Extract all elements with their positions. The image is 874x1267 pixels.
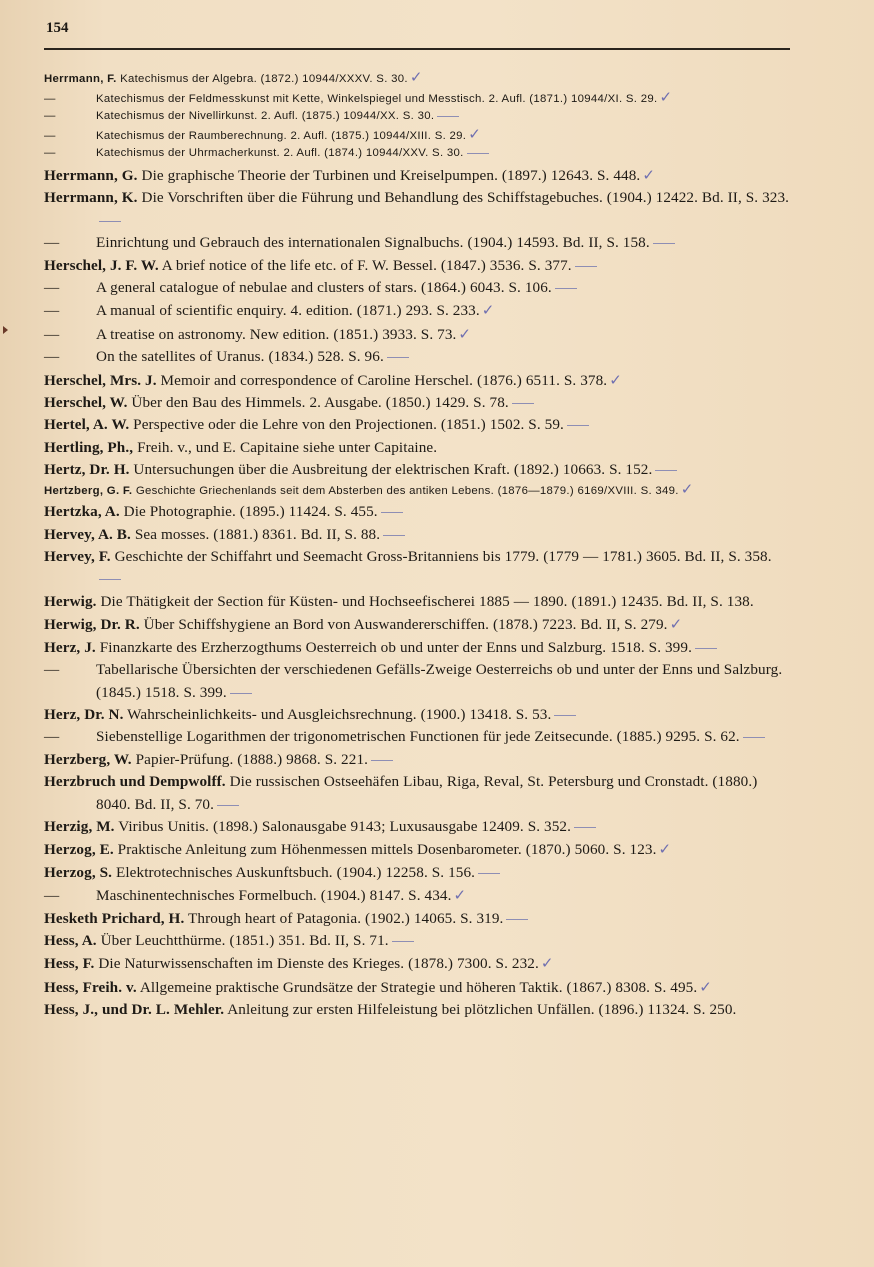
dash-mark-icon (743, 737, 765, 738)
dash-mark-icon (695, 648, 717, 649)
checkmark-icon: ✓ (642, 165, 655, 184)
catalog-entry (44, 884, 794, 907)
entry-text: Maschinentechnisches Formelbuch. (1904.) 8147. S. 434. (96, 887, 452, 905)
entry-author: Hess, A. (44, 931, 97, 949)
ditto-dash: — (44, 147, 56, 160)
entry-text: Über den Bau des Himmels. 2. Ausgabe. (1850.) 1429. S. 78. (131, 394, 509, 412)
catalog-entry (44, 838, 794, 861)
entry-text: Praktische Anleitung zum Höhenmessen mittels Dosenbarometer. (1870.) 5060. S. 123. (117, 841, 657, 859)
catalog-entry (44, 124, 794, 145)
dash-mark-icon (217, 805, 239, 806)
dash-mark-icon (574, 827, 596, 828)
entry-text: Katechismus der Nivellirkunst. 2. Aufl. (1875.) 10944/XX. S. 30. (96, 110, 435, 123)
dash-mark-icon (467, 153, 489, 154)
catalog-entry (44, 613, 794, 636)
entry-author: Herzog, S. (44, 863, 113, 881)
entry-author: Herwig. (44, 592, 97, 610)
entry-text: Untersuchungen über die Ausbreitung der elektrischen Kraft. (1892.) 10663. S. 152. (133, 461, 653, 479)
entry-author: Hess, J., und Dr. L. Mehler. (44, 1001, 225, 1019)
entry-text: Finanzkarte des Erzherzogthums Oesterreich ob und unter der Enns und Salzburg. 1518. S. 399. (99, 638, 692, 656)
ditto-dash: — (44, 887, 60, 905)
checkmark-icon: ✓ (680, 479, 694, 498)
ditto-dash: — (44, 129, 56, 142)
entry-author: Hesketh Prichard, H. (44, 909, 185, 927)
entry-author: Herwig, Dr. R. (44, 616, 140, 634)
catalog-entry (44, 976, 794, 999)
entry-author: Hess, Freih. v. (44, 978, 137, 996)
catalog-entry (44, 255, 794, 277)
catalog-entry (44, 591, 794, 613)
catalog-entry (44, 908, 794, 930)
entry-text: Über Schiffshygiene an Bord von Auswandererschiffen. (1878.) 7223. Bd. II, S. 279. (143, 616, 668, 634)
checkmark-icon: ✓ (453, 886, 467, 905)
dash-mark-icon (506, 919, 528, 920)
entry-author: Herrmann, G. (44, 166, 138, 184)
entry-text: Katechismus der Raumberechnung. 2. Aufl. (1875.) 10944/XIII. S. 29. (96, 129, 467, 142)
entry-author: Herschel, J. F. W. (44, 256, 159, 274)
entry-text: Sea mosses. (1881.) 8361. Bd. II, S. 88. (134, 525, 381, 543)
entry-text: Katechismus der Uhrmacherkunst. 2. Aufl. (1874.) 10944/XXV. S. 30. (96, 147, 464, 160)
entry-text: Elektrotechnisches Auskunftsbuch. (1904.) 12258. S. 156. (115, 863, 476, 881)
entry-text: Memoir and correspondence of Caroline Herschel. (1876.) 6511. S. 378. (160, 371, 608, 389)
catalog-entry (44, 704, 794, 726)
ditto-dash: — (44, 234, 60, 252)
dash-mark-icon (567, 425, 589, 426)
catalog-entry (44, 479, 794, 500)
catalog-entry (44, 146, 794, 162)
entry-text: Katechismus der Algebra. (1872.) 10944/XXXV. S. 30. (120, 73, 408, 85)
catalog-entry (44, 299, 794, 322)
dash-mark-icon (555, 288, 577, 289)
ditto-dash: — (44, 728, 60, 746)
entry-author: Herzbruch und Dempwolff. (44, 773, 226, 791)
catalog-entry (44, 816, 794, 838)
catalog-entry (44, 414, 794, 436)
entry-author: Herzberg, W. (44, 750, 132, 768)
entry-author: Hess, F. (44, 955, 95, 973)
checkmark-icon: ✓ (609, 370, 622, 389)
entry-text: Freih. v., und E. Capitaine siehe unter Capitaine. (137, 438, 438, 456)
dash-mark-icon (575, 266, 597, 267)
ditto-dash: — (44, 325, 60, 343)
entry-text: On the satellites of Uranus. (1834.) 528. S. 96. (96, 348, 384, 366)
checkmark-icon: ✓ (468, 124, 482, 143)
catalog-entry (44, 501, 794, 523)
entry-author: Herzig, M. (44, 817, 115, 835)
entry-author: Herz, Dr. N. (44, 705, 124, 723)
entry-author: Herzog, E. (44, 841, 114, 859)
catalog-entry (44, 369, 794, 392)
entry-author: Hervey, F. (44, 548, 111, 566)
catalog-entry (44, 437, 794, 459)
entry-author: Hertz, Dr. H. (44, 461, 130, 479)
catalog-entry (44, 164, 794, 187)
catalog-entry (44, 323, 794, 346)
catalog-entry (44, 232, 794, 254)
entry-text: Wahrscheinlichkeits- und Ausgleichsrechnung. (1900.) 13418. S. 53. (127, 705, 552, 723)
entry-author: Herschel, W. (44, 394, 128, 412)
dash-mark-icon (99, 221, 121, 222)
catalog-entry (44, 749, 794, 771)
catalog-entry (44, 771, 794, 816)
catalog-entry (44, 659, 794, 704)
entry-text: Die Vorschriften über die Führung und Behandlung des Schiffstagebuches. (1904.) 12422. Bd. II, S. 323. (141, 189, 790, 207)
ditto-dash: — (44, 279, 60, 296)
catalog-entry (44, 109, 794, 125)
dash-mark-icon (371, 760, 393, 761)
entry-text: Through heart of Patagonia. (1902.) 14065. S. 319. (188, 909, 504, 927)
entry-text: A general catalogue of nebulae and clusters of stars. (1864.) 6043. S. 106. (96, 279, 552, 296)
entry-author: Herz, J. (44, 638, 96, 656)
entry-author: Herrmann, F. (44, 73, 117, 85)
dash-mark-icon (437, 116, 459, 117)
header-rule (44, 48, 790, 50)
entry-text: Tabellarische Übersichten der verschiedenen Gefälls-Zweige Oesterreichs ob und unter der Enns und Salzburg. (1845.) 1518. S. 399. (96, 661, 783, 701)
checkmark-icon: ✓ (540, 954, 554, 973)
entry-text: Einrichtung und Gebrauch des internationalen Signalbuchs. (1904.) 14593. Bd. II, S. 158. (96, 234, 650, 252)
checkmark-icon: ✓ (658, 840, 672, 859)
entry-text: Papier-Prüfung. (1888.) 9868. S. 221. (135, 750, 369, 768)
catalog-entry (44, 392, 794, 414)
catalog-entry (44, 70, 794, 88)
dash-mark-icon (655, 470, 677, 471)
checkmark-icon: ✓ (409, 68, 423, 86)
dash-mark-icon (512, 403, 534, 404)
entry-text: Die russischen Ostseehäfen Libau, Riga, Reval, St. Petersburg und Cronstadt. (1880.) 8040. Bd. II, S. 70. (96, 773, 758, 813)
ditto-dash: — (44, 110, 56, 123)
entry-text: Die Naturwissenschaften im Dienste des Krieges. (1878.) 7300. S. 232. (98, 955, 539, 973)
dash-mark-icon (392, 941, 414, 942)
dash-mark-icon (383, 535, 405, 536)
entry-text: Geschichte der Schiffahrt und Seemacht Gross-Britanniens bis 1779. (1779 — 1781.) 3605. Bd. II, S. 358. (114, 548, 772, 566)
entry-text: Geschichte Griechenlands seit dem Absterben des antiken Lebens. (1876—1879.) 6169/XVIII. S. 349. (135, 484, 679, 497)
entry-text: A manual of scientific enquiry. 4. edition. (1871.) 293. S. 233. (96, 302, 480, 320)
checkmark-icon: ✓ (659, 87, 673, 106)
dash-mark-icon (230, 693, 252, 694)
entry-text: Anleitung zur ersten Hilfeleistung bei plötzlichen Unfällen. (1896.) 11324. S. 250. (227, 1001, 737, 1019)
entry-author: Hertel, A. W. (44, 416, 130, 434)
dash-mark-icon (387, 357, 409, 358)
entry-text: Siebenstellige Logarithmen der trigonometrischen Functionen für jede Zeitsecunde. (1885.) 9295. S. 62. (96, 728, 740, 746)
entry-text: Viribus Unitis. (1898.) Salonausgabe 9143; Luxusausgabe 12409. S. 352. (118, 817, 572, 835)
entry-author: Herrmann, K. (44, 189, 138, 207)
ditto-dash: — (44, 661, 60, 679)
catalog-entry (44, 726, 794, 748)
catalog-entry (44, 862, 794, 884)
entry-author: Herschel, Mrs. J. (44, 371, 157, 389)
entry-text: Die Photographie. (1895.) 11424. S. 455. (123, 503, 378, 521)
checkmark-icon: ✓ (669, 615, 683, 634)
entry-text: Die graphische Theorie der Turbinen und Kreiselpumpen. (1897.) 12643. S. 448. (141, 166, 641, 184)
catalog-entry (44, 277, 794, 299)
catalog-entry (44, 459, 794, 481)
checkmark-icon: ✓ (699, 977, 712, 996)
dash-mark-icon (99, 579, 121, 580)
page-number: 154 (46, 20, 69, 36)
ditto-dash: — (44, 348, 60, 366)
entry-author: Hertzka, A. (44, 503, 120, 521)
checkmark-icon: ✓ (481, 301, 495, 320)
catalog-entry (44, 952, 794, 975)
entry-author: Hertzberg, G. F. (44, 484, 133, 497)
entry-text: Katechismus der Feldmesskunst mit Kette, Winkelspiegel und Messtisch. 2. Aufl. (1871.) 10944/XI. S. 29. (96, 92, 658, 105)
entry-text: Allgemeine praktische Grundsätze der Strategie und höheren Taktik. (1867.) 8308. S. 495. (139, 978, 698, 996)
ditto-dash: — (44, 92, 56, 105)
catalog-entry (44, 546, 794, 591)
margin-mark-icon (3, 326, 8, 334)
entry-text: A treatise on astronomy. New edition. (1851.) 3933. S. 73. (96, 325, 457, 343)
catalog-entry (44, 999, 794, 1021)
catalog-entry (44, 87, 794, 108)
entry-text: Perspective oder die Lehre von den Projectionen. (1851.) 1502. S. 59. (133, 416, 564, 434)
entry-text: Über Leuchtthürme. (1851.) 351. Bd. II, S. 71. (100, 931, 389, 949)
catalog-entry (44, 346, 794, 368)
catalog-entry (44, 637, 794, 659)
entry-author: Hertling, Ph., (44, 438, 134, 456)
dash-mark-icon (381, 512, 403, 513)
catalog-entry (44, 187, 794, 232)
entry-text: A brief notice of the life etc. of F. W. Bessel. (1847.) 3536. S. 377. (161, 256, 572, 274)
ditto-dash: — (44, 302, 60, 320)
checkmark-icon: ✓ (458, 324, 472, 343)
catalog-entry (44, 524, 794, 546)
dash-mark-icon (653, 243, 675, 244)
dash-mark-icon (554, 715, 576, 716)
catalog-entry (44, 930, 794, 952)
dash-mark-icon (478, 873, 500, 874)
entry-author: Hervey, A. B. (44, 525, 131, 543)
entry-text: Die Thätigkeit der Section für Küsten- und Hochseefischerei 1885 — 1890. (1891.) 12435. Bd. II, S. 138. (100, 592, 754, 610)
entry-list (44, 62, 794, 1022)
